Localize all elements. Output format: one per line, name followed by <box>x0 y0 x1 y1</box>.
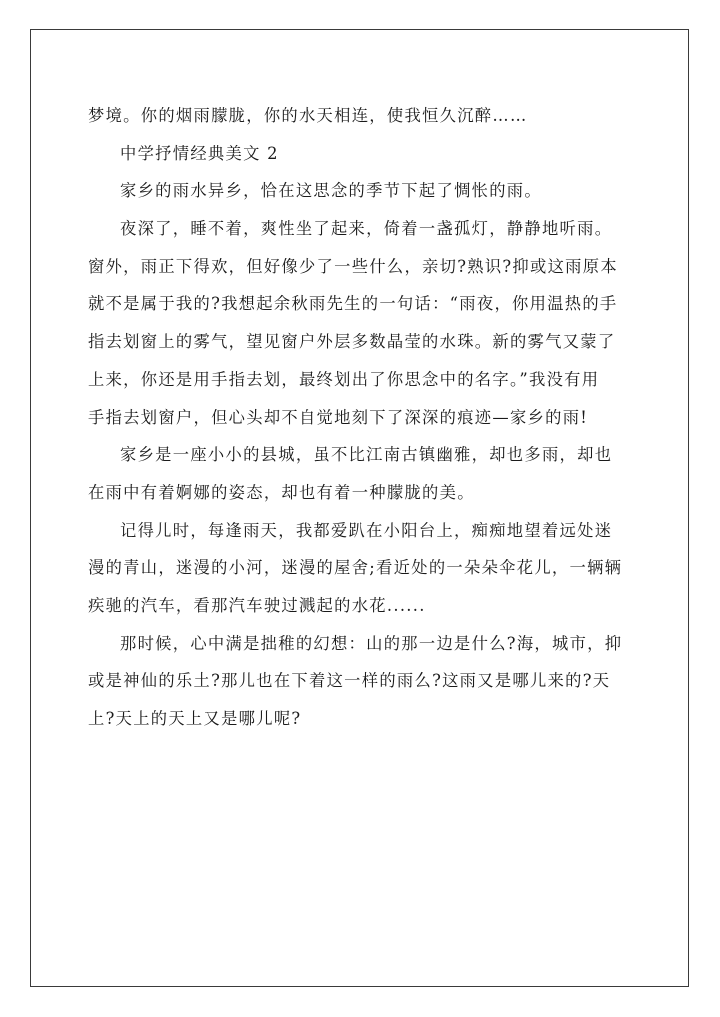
text-line: 在雨中有着婀娜的姿态，却也有着一种朦胧的美。 <box>88 482 475 502</box>
text-line: 疾驰的汽车，看那汽车驶过溅起的水花...... <box>88 595 426 615</box>
text-line: 或是神仙的乐土?那儿也在下着这一样的雨么?这雨又是哪儿来的?天 <box>88 671 611 691</box>
text-line: 那时候，心中满是拙稚的幻想：山的那一边是什么?海，城市，抑 <box>120 633 623 653</box>
text-line: 梦境。你的烟雨朦胧，你的水天相连，使我恒久沉醉…… <box>88 106 528 125</box>
text-line: 家乡是一座小小的县城，虽不比江南古镇幽雅，却也多雨，却也 <box>120 445 613 465</box>
text-line: 记得儿时，每逢雨天，我都爱趴在小阳台上，痴痴地望着远处迷 <box>120 520 613 540</box>
document-body <box>88 97 636 738</box>
text-line: 窗外，雨正下得欢，但好像少了一些什么，亲切?熟识?抑或这雨原本 <box>88 256 618 276</box>
text-line: 手指去划窗户，但心头却不自觉地刻下了深深的痕迹—家乡的雨! <box>88 407 589 427</box>
section-heading: 中学抒情经典美文 2 <box>120 143 279 163</box>
text-line: 指去划窗上的雾气，望见窗户外层多数晶莹的水珠。新的雾气又蒙了 <box>88 332 616 352</box>
text-line: 就不是属于我的?我想起余秋雨先生的一句话：“雨夜，你用温热的手 <box>88 294 618 314</box>
text-line: 上?天上的天上又是哪儿呢? <box>88 709 302 728</box>
text-line: 夜深了，睡不着，爽性坐了起来，倚着一盏孤灯，静静地听雨。 <box>120 219 613 239</box>
text-line: 家乡的雨水异乡，恰在这思念的季节下起了惆怅的雨。 <box>120 181 542 201</box>
text-line: 上来，你还是用手指去划，最终划出了你思念中的名字。”我没有用 <box>88 369 600 389</box>
text-line: 漫的青山，迷漫的小河，迷漫的屋舍;看近处的一朵朵伞花儿，一辆辆 <box>88 558 623 578</box>
